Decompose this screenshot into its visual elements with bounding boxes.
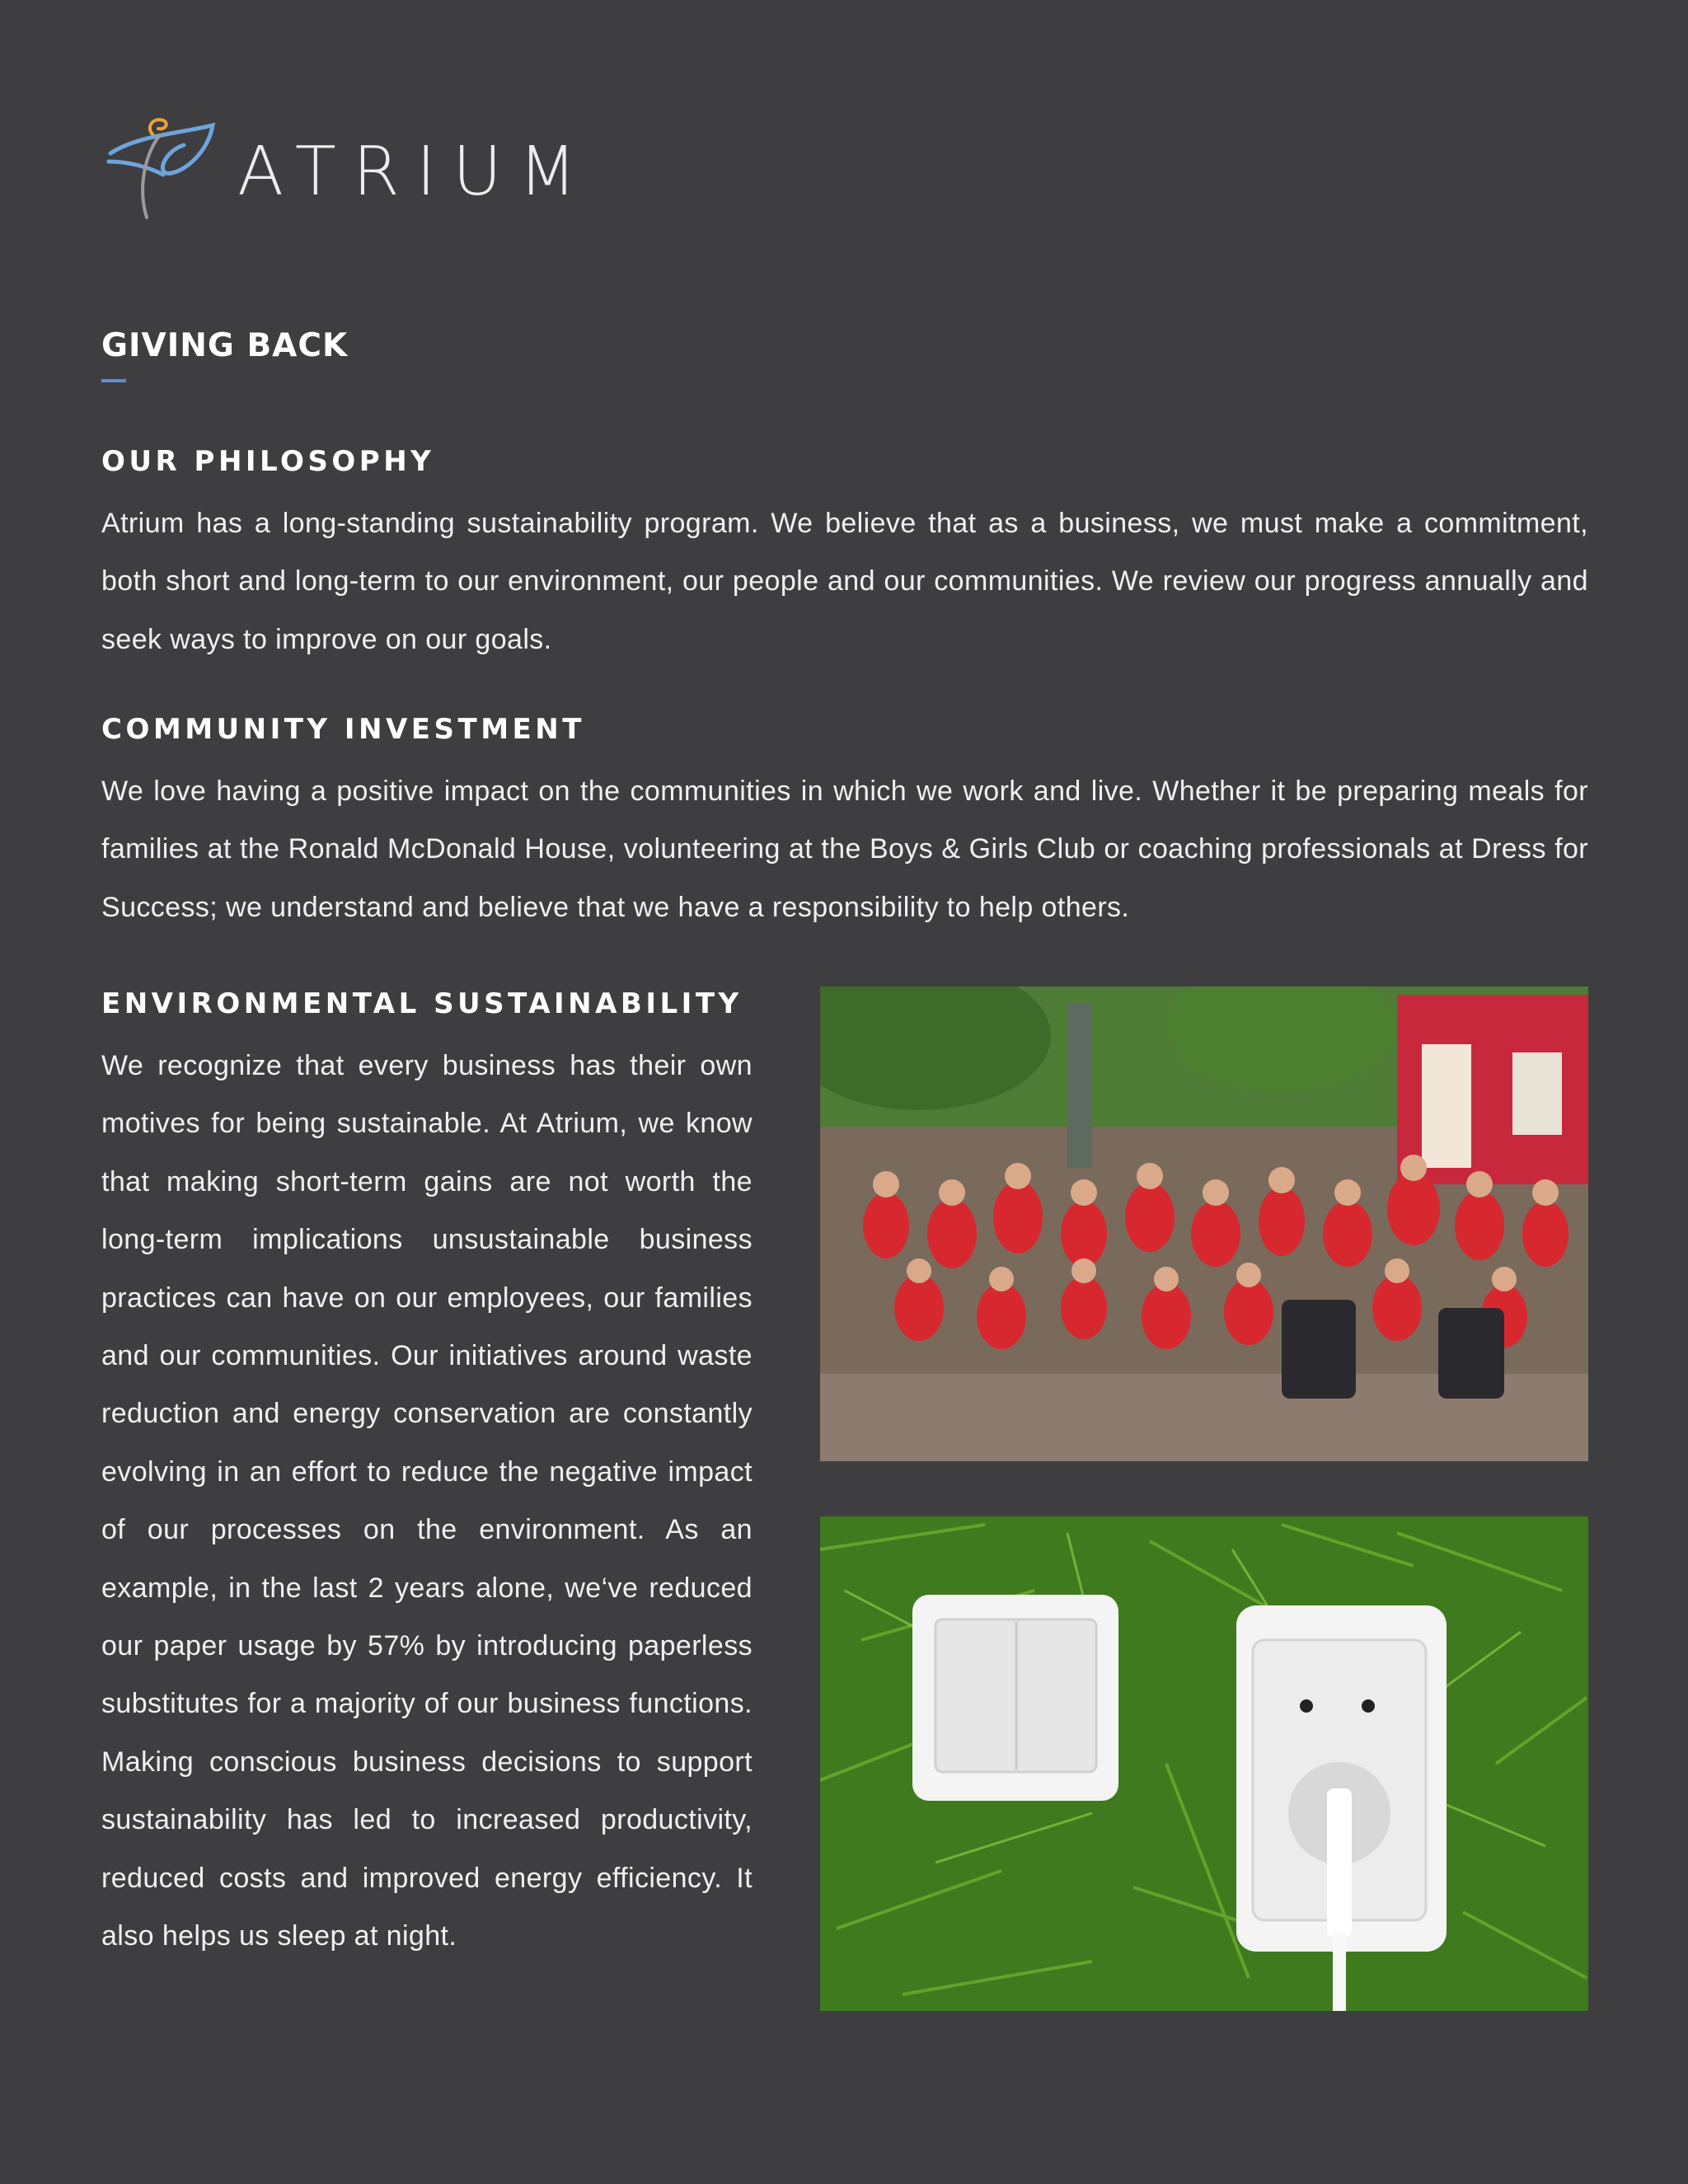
switch-socket-photo xyxy=(820,1516,1588,2011)
section-body-community: We love having a positive impact on the communities in which we work and live. Whether it be preparing meals for families at the Ronald McDonald House, volunteering at the Boys & Girls Club or coaching professionals at Dress for Success; we understand and believe that we have a responsibility to help others. xyxy=(101,776,1588,923)
atrium-logo-icon xyxy=(106,102,225,226)
section-title-community: COMMUNITY INVESTMENT xyxy=(101,713,585,746)
section-title-philosophy: OUR PHILOSOPHY xyxy=(101,445,435,478)
section-title-environment: ENVIRONMENTAL SUSTAINABILITY xyxy=(101,987,743,1020)
heading-accent-line xyxy=(101,379,126,382)
section-body-philosophy: Atrium has a long-standing sustainability program. We believe that as a business, we must make a commitment, both short and long-term to our environment, our people and our communities. We review our progress annually and seek ways to improve on our goals. xyxy=(101,508,1588,655)
page-title: GIVING BACK xyxy=(101,327,349,364)
section-body-environment: We recognize that every business has their own motives for being sustainable. At Atrium, we know that making short-term gains are not worth the long-term implications unsustainable business practices can have on our employees, our families and our communities. Our initiatives around waste reduction and energy conservation are constantly evolving in an effort to reduce the negative impact of our processes on the environment. As an example, in the last 2 years alone, we‘ve reduced our paper usage by 57% by introducing paperless substitutes for a majority of our business functions. Making conscious business decisions to support sustainability has led to increased productivity, reduced costs and improved energy efficiency. It also helps us sleep at night. xyxy=(101,1050,753,1952)
group-photo xyxy=(820,987,1588,1461)
brand-name: ATRIUM xyxy=(237,133,593,211)
atrium-logo xyxy=(106,102,600,226)
